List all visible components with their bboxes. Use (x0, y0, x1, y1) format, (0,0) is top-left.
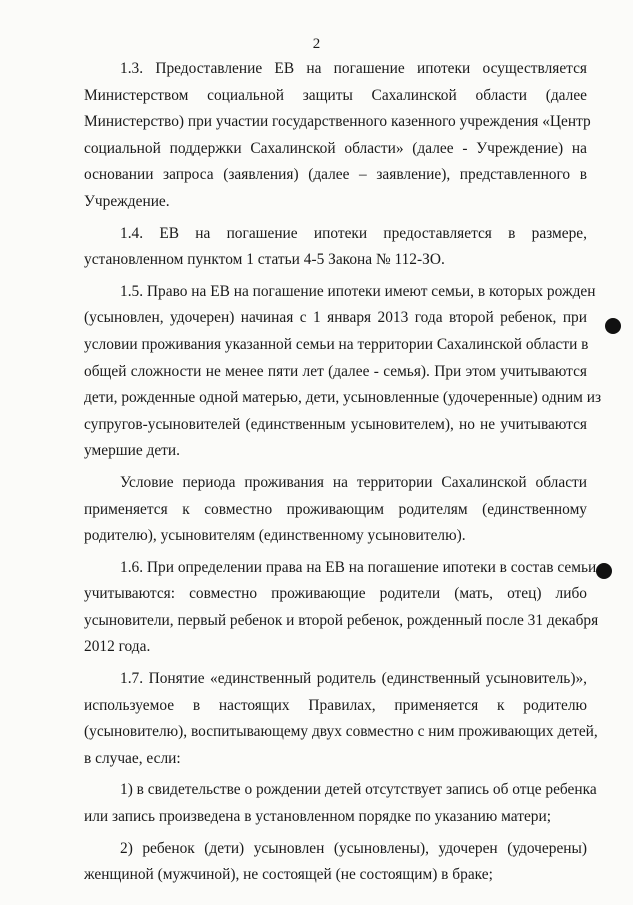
text-line: 1.7. Понятие «единственный родитель (единственный усыновитель)», (120, 670, 587, 688)
text-line: 2) ребенок (дети) усыновлен (усыновлены), удочерен (удочерены) (120, 839, 587, 857)
text-line: 1.3. Предоставление ЕВ на погашение ипотеки осуществляется (120, 60, 587, 77)
document-body (84, 56, 602, 894)
text-line: 1.6. При определении права на ЕВ на погашение ипотеки в состав семьи (120, 558, 597, 576)
text-line: 2012 года. (84, 638, 151, 656)
punch-hole-mark (596, 563, 612, 579)
text-line: условии проживания указанной семьи на территории Сахалинской области в (84, 335, 589, 353)
text-line: основании запроса (заявления) (далее – заявление), представленного в (84, 166, 587, 184)
text-line: супругов-усыновителей (единственным усыновителем), но не учитываются (84, 415, 587, 433)
text-line: установленном пунктом 1 статьи 4-5 Закона № 112-ЗО. (84, 251, 445, 269)
paragraph-1-5 (84, 279, 602, 465)
text-line: применяется к совместно проживающим родителям (единственному (84, 500, 587, 518)
text-line: 1.5. Право на ЕВ на погашение ипотеки имеют семьи, в которых рожден (120, 282, 596, 300)
paragraph-1-4 (84, 221, 587, 274)
text-line: усыновители, первый ребенок и второй ребенок, рожденный после 31 декабря (84, 611, 599, 629)
text-line: Министерство) при участии государственного казенного учреждения «Центр (84, 113, 591, 131)
text-line: 1.4. ЕВ на погашение ипотеки предоставляется в размере, (120, 224, 587, 242)
text-line: учитываются: совместно проживающие родители (мать, отец) либо (84, 585, 587, 603)
paragraph-residence-condition (84, 470, 587, 550)
text-line: Учреждение. (84, 192, 170, 210)
text-line: Условие периода проживания на территории Сахалинской области (120, 473, 587, 491)
punch-hole-mark (605, 318, 621, 334)
text-line: в случае, если: (84, 749, 181, 767)
text-line: умершие дети. (84, 442, 180, 460)
list-item-2 (84, 836, 587, 889)
text-line: (усыновлен, удочерен) начиная с 1 января 2013 года второй ребенок, при (84, 309, 587, 327)
paragraph-1-6 (84, 555, 599, 661)
text-line: Министерством социальной защиты Сахалинской области (далее (84, 86, 587, 104)
paragraph-1-7 (84, 666, 598, 772)
page-number: 2 (312, 36, 321, 52)
text-line: используемое в настоящих Правилах, применяется к родителю (84, 696, 587, 714)
text-line: (усыновителю), воспитывающему двух совместно с ним проживающих детей, (84, 723, 598, 741)
text-line: 1) в свидетельстве о рождении детей отсутствует запись об отце ребенка (120, 781, 597, 799)
list-item-1 (84, 777, 597, 830)
text-line: родителю), усыновителям (единственному усыновителю). (84, 527, 466, 545)
paragraph-1-3 (84, 56, 591, 216)
text-line: социальной поддержки Сахалинской области» (далее - Учреждение) на (84, 139, 587, 157)
text-line: или запись произведена в установленном порядке по указанию матери; (84, 808, 551, 826)
text-line: дети, рожденные одной матерью, дети, усыновленные (удочеренные) одним из (84, 389, 602, 407)
text-line: женщиной (мужчиной), не состоящей (не состоящим) в браке; (84, 866, 493, 884)
text-line: общей сложности не менее пяти лет (далее - семья). При этом учитываются (84, 362, 587, 380)
